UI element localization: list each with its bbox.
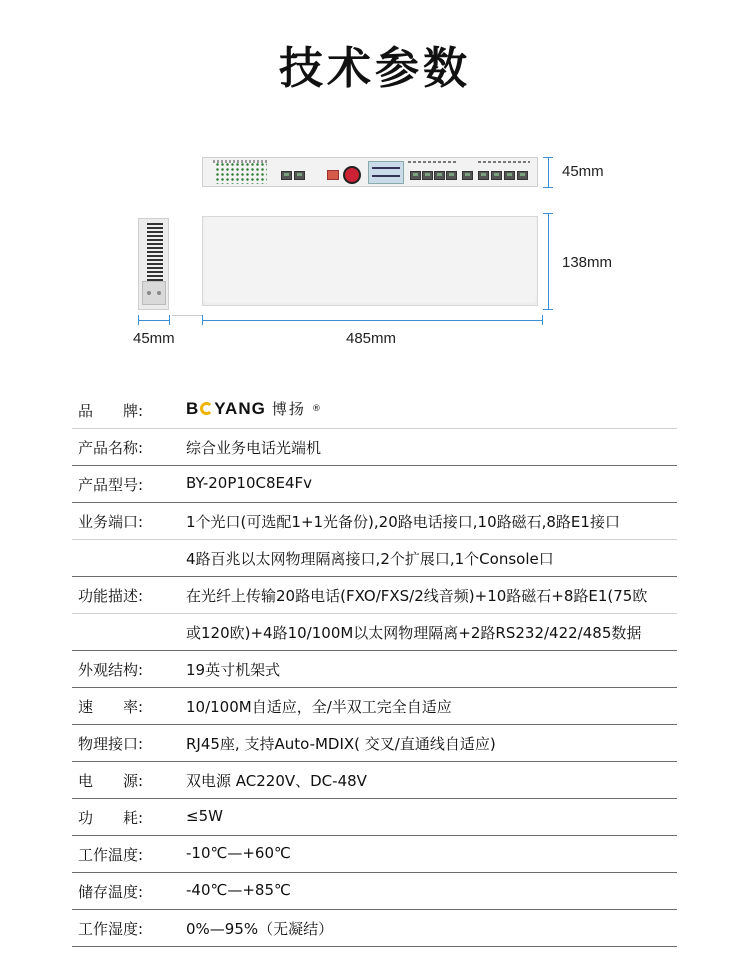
spec-value: RJ45座, 支持Auto-MDIX( 交叉/直通线自适应) (186, 735, 496, 753)
dimension-tick (542, 315, 543, 325)
spec-row (72, 762, 677, 799)
dimension-tick (543, 309, 553, 310)
spec-label: 外观结构: (78, 661, 144, 679)
ethernet-port (422, 171, 433, 180)
brand-logo-text (186, 399, 266, 419)
spec-label: 产品名称: (78, 439, 144, 457)
rack-bracket (142, 281, 166, 305)
page-title: 技术参数 (279, 43, 471, 94)
phone-port (491, 171, 502, 180)
spec-row (72, 503, 677, 540)
spec-row (72, 577, 677, 614)
spec-row (72, 725, 677, 762)
spec-value: 综合业务电话光端机 (186, 439, 322, 457)
spec-row (72, 540, 677, 577)
port-labels (408, 161, 458, 163)
fiber-port (345, 168, 359, 182)
dimension-line-height (548, 157, 549, 187)
spec-row (72, 614, 677, 651)
port-labels (478, 161, 530, 163)
spec-row (72, 910, 677, 947)
spec-label: 品 牌: (78, 402, 144, 420)
dimension-tick (543, 187, 553, 188)
spec-row (72, 799, 677, 836)
side-baseline (172, 303, 202, 316)
spec-label: 功能描述: (78, 587, 144, 605)
spec-row (72, 651, 677, 688)
dimension-tick (169, 315, 170, 325)
e1-port (462, 171, 473, 180)
spec-value: ≤5W (186, 807, 223, 825)
spec-label: 工作温度: (78, 846, 144, 864)
spec-value: -40℃—+85℃ (186, 881, 291, 899)
device-side-view (138, 218, 169, 310)
spec-row (72, 873, 677, 910)
brand-o-icon (200, 402, 213, 415)
dimension-line-depth (548, 213, 549, 309)
spec-row (72, 688, 677, 725)
spec-label: 物理接口: (78, 735, 144, 753)
console-port (281, 171, 292, 180)
spec-label: 速 率: (78, 698, 144, 716)
status-leds (215, 162, 267, 184)
spec-value: 4路百兆以太网物理隔离接口,2个扩展口,1个Console口 (186, 550, 554, 568)
ethernet-port (446, 171, 457, 180)
spec-table (72, 392, 677, 947)
spec-label: 工作湿度: (78, 920, 144, 938)
spec-label: 电 源: (78, 772, 144, 790)
spec-value: -10℃—+60℃ (186, 844, 291, 862)
spec-label: 储存温度: (78, 883, 144, 901)
brand-logo-prefix: B (186, 398, 200, 418)
spec-value: 10/100M自适应，全/半双工完全自适应 (186, 698, 452, 716)
side-vents (147, 223, 163, 281)
dimension-line-side-width (138, 320, 169, 321)
spec-label: 业务端口: (78, 513, 144, 531)
dimension-label-depth: 138mm (562, 254, 613, 271)
dimension-label-front-height: 45mm (562, 163, 604, 180)
expansion-port (294, 171, 305, 180)
device-top-view (202, 216, 538, 306)
spec-row (72, 429, 677, 466)
brand-chinese: 博扬 (271, 400, 306, 418)
spec-row (72, 836, 677, 873)
spec-value: 1个光口(可选配1+1光备份),20路电话接口,10路磁石,8路E1接口 (186, 513, 620, 531)
spec-value: 19英寸机架式 (186, 661, 281, 679)
spec-label: 产品型号: (78, 476, 144, 494)
brand-logo (186, 398, 321, 419)
spec-row (72, 466, 677, 503)
dimension-label-side-width: 45mm (133, 330, 175, 347)
spec-value: BY-20P10C8E4Fv (186, 474, 313, 492)
dimension-line-width (202, 320, 542, 321)
ethernet-port (434, 171, 445, 180)
spec-value: 0%—95%（无凝结） (186, 920, 334, 938)
spec-value: 在光纤上传输20路电话(FXO/FXS/2线音频)+10路磁石+8路E1(75欧 (186, 587, 648, 605)
brand-label-plate (368, 161, 404, 184)
phone-port (517, 171, 528, 180)
brand-logo-suffix: YANG (214, 398, 266, 418)
registered-mark: ® (311, 403, 321, 414)
device-front-panel (202, 157, 538, 187)
spec-value: 或120欧)+4路10/100M以太网物理隔离+2路RS232/422/485数据 (186, 624, 642, 642)
dip-switch (327, 170, 339, 180)
spec-value: 双电源 AC220V、DC-48V (186, 772, 367, 790)
phone-port (478, 171, 489, 180)
ethernet-port (410, 171, 421, 180)
spec-row-brand (72, 392, 677, 429)
spec-label: 功 耗: (78, 809, 144, 827)
phone-port (504, 171, 515, 180)
dimension-label-width: 485mm (346, 330, 397, 347)
